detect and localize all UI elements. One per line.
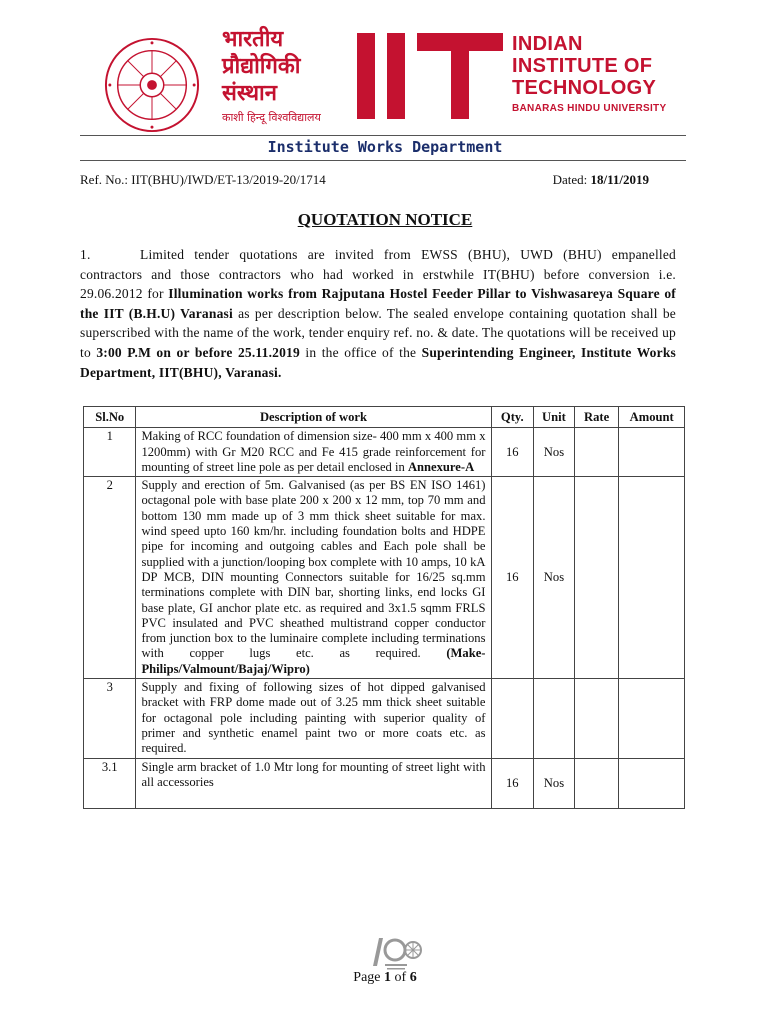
page-total: 6 (409, 970, 417, 985)
reference-number: Ref. No.: IIT(BHU)/IWD/ET-13/2019-20/1714 (80, 172, 326, 187)
cell-slno: 3.1 (84, 758, 136, 809)
iit-logo-mark (357, 33, 503, 119)
cell-qty (491, 679, 534, 758)
cell-rate (574, 679, 619, 758)
page-number: 1 (384, 970, 392, 985)
page-of: of (391, 970, 410, 985)
cell-unit: Nos (534, 477, 575, 679)
cell-qty: 16 (491, 758, 534, 809)
office-name: Superintending Engineer, Institute Works Department, IIT(BHU), Varanasi. (80, 344, 676, 380)
table-row (84, 477, 685, 679)
cell-qty: 16 (491, 428, 534, 477)
table-header-row (84, 407, 685, 428)
col-header-unit: Unit (534, 407, 575, 428)
cell-rate (574, 428, 619, 477)
deadline: 3:00 P.M on or before 25.11.2019 (96, 344, 300, 360)
cell-description (136, 758, 491, 809)
cell-rate (574, 477, 619, 679)
cell-description (136, 428, 491, 477)
cell-amount (619, 679, 685, 758)
page-prefix: Page (353, 970, 385, 985)
institute-seal-logo (103, 36, 201, 134)
cell-qty: 16 (491, 477, 534, 679)
cell-unit (534, 679, 575, 758)
notice-title: QUOTATION NOTICE (297, 210, 473, 229)
english-line-2: INSTITUTE OF (512, 55, 653, 77)
cell-amount (619, 758, 685, 809)
date-line (553, 172, 649, 188)
department-name: Institute Works Department (267, 138, 503, 156)
col-header-description: Description of work (136, 407, 491, 428)
anniversary-logo (367, 932, 423, 974)
paragraph-number: 1. (80, 247, 91, 262)
desc-text: Making of RCC foundation of dimension size- 400 mm x 400 mm x 1200mm) with Gr M20 RCC and Fe 415 grade reinforcement for mounting of street line pole as per detail enclosed in (141, 429, 486, 474)
cell-unit: Nos (534, 758, 575, 809)
english-line-3: TECHNOLOGY (512, 77, 657, 99)
hindi-line-1: भारतीय (222, 27, 284, 52)
quotation-table (83, 406, 685, 809)
date-label: Dated: (552, 172, 591, 187)
english-line-1: INDIAN (512, 33, 583, 55)
work-name: Illumination works from Rajputana Hostel Feeder Pillar to Vishwasareya Square of the IIT (B.H.U) Varanasi (80, 286, 676, 321)
table-row (84, 679, 685, 758)
desc-bold: Annexure-A (407, 459, 475, 474)
letterhead (0, 0, 770, 130)
desc-text: Supply and fixing of following sizes of hot dipped galvanised bracket with FRP dome made out of 3.25 mm thick sheet suitable for octagonal pole including painting with superior quality of primer and synthetic enamel paint two or more coats etc. as required. (141, 680, 486, 756)
desc-bold: (Make-Philips/Valmount/Bajaj/Wipro) (141, 646, 486, 676)
cell-slno: 1 (84, 428, 136, 477)
cell-slno: 3 (84, 679, 136, 758)
hindi-subtitle: काशी हिन्दू विश्वविद्यालय (222, 111, 321, 124)
table-row (84, 428, 685, 477)
date-value: 18/11/2019 (590, 172, 649, 187)
header-rule-top (80, 135, 686, 136)
english-subtitle: BANARAS HINDU UNIVERSITY (512, 103, 667, 114)
cell-amount (619, 428, 685, 477)
desc-text: Supply and erection of 5m. Galvanised (as per BS EN ISO 1461) octagonal pole with base plate 200 x 200 x 12 mm, top 70 mm and bottom 130 mm made up of 3 mm thick sheet suitable for max. wind speed upto 160 km/hr. including foundation bolts and HDPE pipe for incoming and outgoing cables and Each pole shall be supplied with a junction/looping box complete with 10 amps, 10 kA DP MCB, DIN mounting Connectors suitable for 16/25 sq.mm terminations complete with DIN bar, shorting links, end locks GI base plate, GI anchor plate etc. as required and 3x1.5 sqmm FRLS PVC insulated and PVC sheathed multistrand copper conductor from junction box to the luminaire complete including terminations with copper lugs etc. as required. (141, 478, 486, 661)
para-text-2: as per description below. The sealed envelope containing quotation shall be superscribed with the name of the work, tender enquiry ref. no. & date. The quotations will be received up to (80, 305, 676, 360)
col-header-qty: Qty. (491, 407, 534, 428)
table-row (84, 758, 685, 809)
para-text-1: Limited tender quotations are invited from EWSS (BHU), UWD (BHU) empanelled contractors and those contractors who had worked in erstwhile IT(BHU) before conversion i.e. 29.06.2012 for (80, 247, 676, 302)
hindi-institute-name (222, 26, 352, 125)
para-text-3: in the office of the (299, 344, 422, 360)
cell-description (136, 477, 491, 679)
cell-amount (619, 477, 685, 679)
col-header-rate: Rate (574, 407, 619, 428)
cell-slno: 2 (84, 477, 136, 679)
desc-text: Single arm bracket of 1.0 Mtr long for mounting of street light with all accessories (141, 759, 486, 789)
hindi-line-3: संस्थान (222, 81, 277, 106)
cell-rate (574, 758, 619, 809)
col-header-amount: Amount (619, 407, 685, 428)
cell-description (136, 679, 491, 758)
english-institute-name (512, 33, 666, 114)
header-rule-bottom (80, 160, 686, 161)
col-header-slno: Sl.No (84, 407, 136, 428)
hindi-line-2: प्रौद्योगिकी (222, 54, 301, 79)
page-footer (0, 970, 770, 986)
notice-paragraph (80, 245, 676, 382)
cell-unit: Nos (534, 428, 575, 477)
